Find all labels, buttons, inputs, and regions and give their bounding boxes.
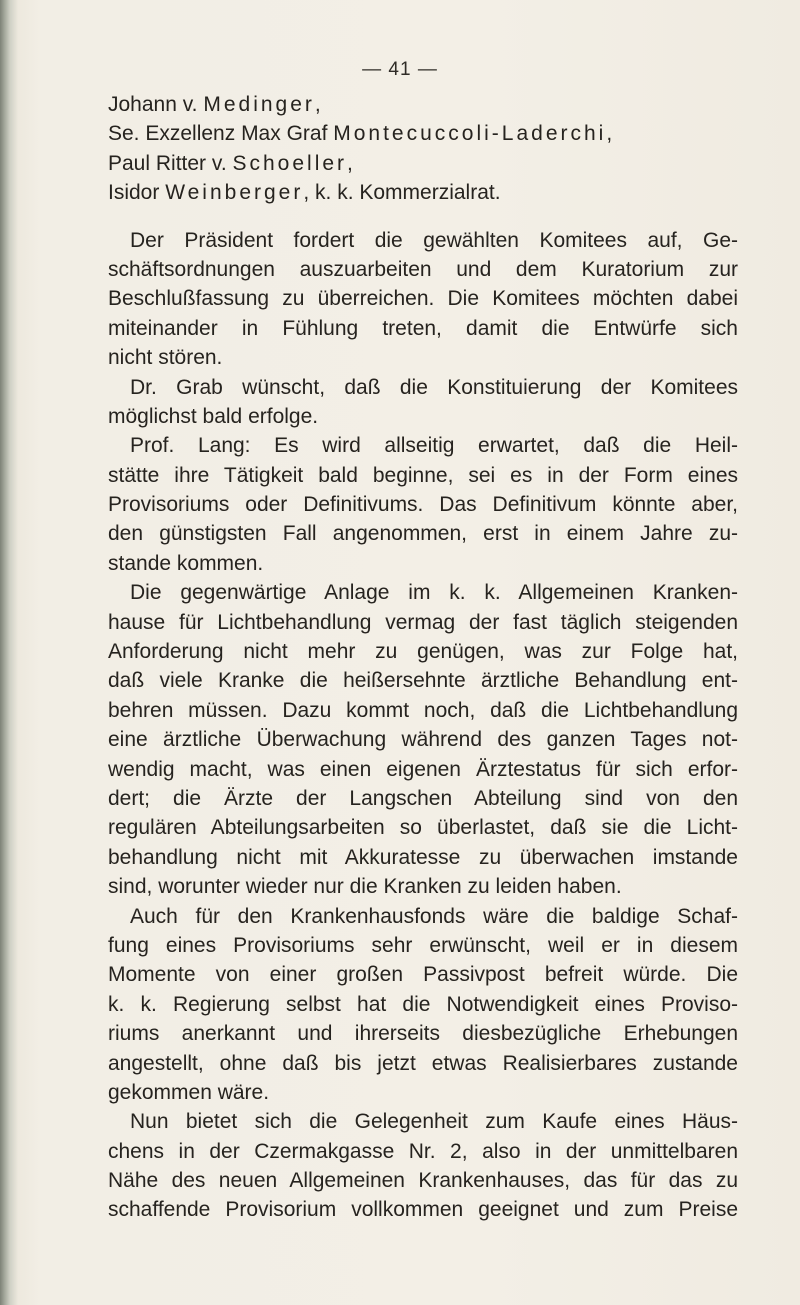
text-line: Dr. Grab wünscht, daß die Konstituierung der Komitees bbox=[130, 375, 738, 399]
text-line: fung eines Provisoriums sehr erwünscht, weil er in diesem bbox=[108, 933, 738, 957]
page-text bbox=[108, 90, 738, 1225]
text-line: Prof. Lang: Es wird allseitig erwartet, daß die Heil- bbox=[130, 434, 738, 458]
text-line: gekommen wäre. bbox=[108, 1080, 270, 1104]
text-line: chens in der Czermakgasse Nr. 2, also in der unmittelbaren bbox=[108, 1139, 738, 1163]
text-line: miteinander in Fühlung treten, damit die Entwürfe sich bbox=[108, 316, 738, 340]
text-line: eine ärztliche Überwachung während des ganzen Tages not- bbox=[108, 728, 738, 752]
text-line: dert; die Ärzte der Langschen Abteilung sind von den bbox=[108, 786, 738, 810]
member-name: Weinberger bbox=[165, 181, 304, 205]
text-line: Anforderung nicht mehr zu genügen, was zur Folge hat, bbox=[108, 640, 738, 664]
text-line: riums anerkannt und ihrerseits diesbezügliche Erhebungen bbox=[108, 1022, 738, 1046]
text-line: Auch für den Krankenhausfonds wäre die baldige Schaf- bbox=[130, 904, 738, 928]
text-line: Beschlußfassung zu überreichen. Die Komitees möchten dabei bbox=[108, 287, 738, 311]
page-number: — 41 — bbox=[362, 59, 438, 80]
text-line: stande kommen. bbox=[108, 551, 264, 575]
page-binding-edge bbox=[0, 0, 18, 1305]
text-line: nicht stören. bbox=[108, 346, 223, 370]
text-line: Der Präsident fordert die gewählten Komitees auf, Ge- bbox=[130, 228, 738, 252]
text-line: möglichst bald erfolge. bbox=[108, 404, 319, 428]
member-line: Johann v. Medinger, bbox=[108, 93, 321, 116]
text-line: schaffende Provisorium vollkommen geeignet und zum Preise bbox=[108, 1198, 738, 1222]
member-name: Medinger bbox=[203, 93, 315, 116]
text-line: behren müssen. Dazu kommt noch, daß die Lichtbehandlung bbox=[108, 698, 738, 722]
text-line: stätte ihre Tätigkeit bald beginne, sei es in der Form eines bbox=[108, 463, 738, 487]
text-line: Nähe des neuen Allgemeinen Krankenhauses, das für das zu bbox=[108, 1169, 738, 1193]
text-line: daß viele Kranke die heißersehnte ärztliche Behandlung ent- bbox=[108, 669, 738, 693]
text-line: wendig macht, was einen eigenen Ärztestatus für sich erfor- bbox=[108, 757, 738, 781]
member-name: Montecuccoli-Laderchi bbox=[333, 122, 607, 146]
text-line: den günstigsten Fall angenommen, erst in einem Jahre zu- bbox=[108, 522, 738, 546]
text-line: regulären Abteilungsarbeiten so überlastet, daß sie die Licht- bbox=[108, 816, 738, 840]
text-line: hause für Lichtbehandlung vermag der fast täglich steigenden bbox=[108, 610, 738, 634]
member-line: Isidor Weinberger, k. k. Kommerzialrat. bbox=[108, 181, 501, 205]
text-line: angestellt, ohne daß bis jetzt etwas Realisierbares zustande bbox=[108, 1051, 738, 1075]
paragraph-gap bbox=[108, 208, 738, 226]
text-line: Die gegenwärtige Anlage im k. k. Allgemeinen Kranken- bbox=[130, 581, 738, 605]
member-line: Paul Ritter v. Schoeller, bbox=[108, 151, 353, 175]
text-line: schäftsordnungen auszuarbeiten und dem Kuratorium zur bbox=[108, 257, 738, 281]
text-line: behandlung nicht mit Akkuratesse zu überwachen imstande bbox=[108, 845, 738, 869]
text-line: sind, worunter wieder nur die Kranken zu leiden haben. bbox=[108, 875, 622, 899]
member-name: Schoeller bbox=[232, 151, 348, 175]
member-line: Se. Exzellenz Max Graf Montecuccoli-Laderchi, bbox=[108, 122, 613, 146]
text-line: k. k. Regierung selbst hat die Notwendigkeit eines Proviso- bbox=[108, 992, 738, 1016]
text-line: Momente von einer großen Passivpost befreit würde. Die bbox=[108, 963, 738, 987]
text-line: Provisoriums oder Definitivums. Das Definitivum könnte aber, bbox=[108, 493, 738, 517]
text-line: Nun bietet sich die Gelegenheit zum Kaufe eines Häus- bbox=[130, 1110, 738, 1134]
